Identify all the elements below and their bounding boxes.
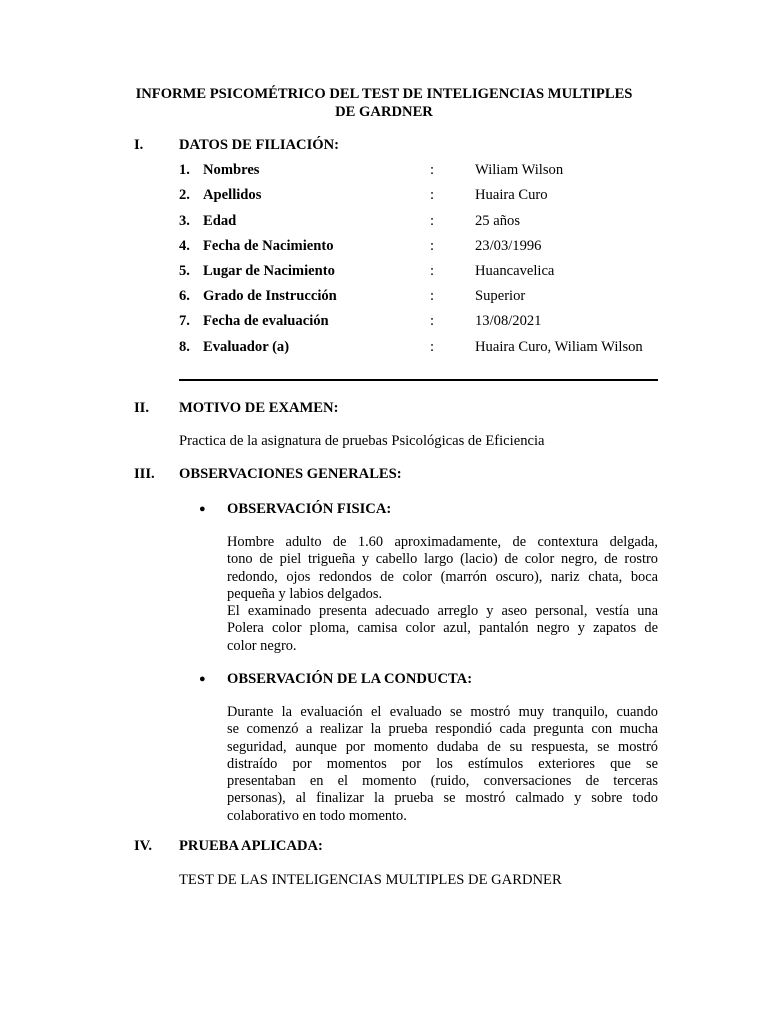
item-number: 1. — [179, 162, 190, 178]
title-line-2: DE GARDNER — [335, 104, 433, 120]
item-number: 4. — [179, 238, 190, 254]
item-number: 3. — [179, 213, 190, 229]
item-value: Wiliam Wilson — [475, 162, 564, 178]
item-number: 7. — [179, 313, 190, 329]
conduct-observation-paragraph — [227, 704, 658, 825]
item-label: Edad — [203, 213, 237, 229]
horizontal-rule — [179, 379, 658, 381]
item-label: Evaluador (a) — [203, 339, 290, 355]
item-separator: : — [430, 162, 435, 178]
title-line-1: INFORME PSICOMÉTRICO DEL TEST DE INTELIGENCIAS MULTIPLES — [135, 86, 633, 102]
section-4-text: TEST DE LAS INTELIGENCIAS MULTIPLES DE GARDNER — [179, 872, 562, 888]
item-separator: : — [430, 187, 435, 203]
item-value: Huaira Curo — [475, 187, 548, 203]
paragraph-line: Hombre adulto de 1.60 aproximadamente, de contextura delgada, — [227, 534, 658, 550]
item-label: Grado de Instrucción — [203, 288, 337, 304]
item-value: 25 años — [475, 213, 520, 229]
section-2-number: II. — [134, 400, 150, 416]
subsection-physical-heading: OBSERVACIÓN FISICA: — [227, 501, 392, 517]
item-separator: : — [430, 313, 435, 329]
item-number: 6. — [179, 288, 190, 304]
document-title — [100, 85, 668, 121]
item-number: 2. — [179, 187, 190, 203]
section-2-heading: MOTIVO DE EXAMEN: — [179, 400, 339, 416]
item-value: Huaira Curo, Wiliam Wilson — [475, 339, 643, 355]
paragraph-line: redondo, ojos redondos de color (marrón oscuro), nariz chata, boca — [227, 568, 658, 585]
paragraph-line: tono de piel trigueña y cabello largo (lacio) de color negro, de rostro — [227, 551, 658, 568]
paragraph-line: colaborativo en todo momento. — [227, 807, 407, 824]
item-label: Fecha de evaluación — [203, 313, 329, 329]
item-value: 13/08/2021 — [475, 313, 542, 329]
paragraph-line: presentaban en el momento (ruido, conversaciones de terceras — [227, 773, 658, 790]
item-label: Apellidos — [203, 187, 262, 203]
item-label: Lugar de Nacimiento — [203, 263, 335, 279]
section-1-number: I. — [134, 137, 144, 153]
item-number: 5. — [179, 263, 190, 279]
bullet-icon: ● — [199, 503, 206, 515]
item-value: 23/03/1996 — [475, 238, 542, 254]
physical-observation-paragraph — [227, 534, 658, 655]
item-separator: : — [430, 263, 435, 279]
item-value: Huancavelica — [475, 263, 555, 279]
paragraph-line: personas), al finalizar la prueba se mostró calmado y sobre todo — [227, 790, 658, 807]
item-separator: : — [430, 288, 435, 304]
section-4-heading: PRUEBA APLICADA: — [179, 838, 323, 854]
section-2-text: Practica de la asignatura de pruebas Psicológicas de Eficiencia — [179, 433, 545, 449]
section-4-number: IV. — [134, 838, 152, 854]
paragraph-line: distraído por momentos por los estímulos exteriores que se — [227, 755, 658, 772]
paragraph-line: pequeña y labios delgados. — [227, 585, 383, 602]
paragraph-line: Durante la evaluación el evaluado se mostró muy tranquilo, cuando — [227, 704, 658, 720]
item-separator: : — [430, 213, 435, 229]
item-label: Nombres — [203, 162, 260, 178]
paragraph-line: se comenzó a realizar la prueba respondió cada pregunta con mucha — [227, 721, 658, 738]
paragraph-line: color negro. — [227, 637, 297, 654]
item-separator: : — [430, 238, 435, 254]
paragraph-line: seguridad, aunque por momento dudaba de su respuesta, se mostró — [227, 738, 658, 755]
item-number: 8. — [179, 339, 190, 355]
section-1-heading: DATOS DE FILIACIÓN: — [179, 137, 340, 153]
paragraph-line: El examinado presenta adecuado arreglo y aseo personal, vestía una — [227, 603, 658, 620]
section-3-heading: OBSERVACIONES GENERALES: — [179, 466, 402, 482]
paragraph-line: Polera color ploma, camisa color azul, pantalón negro y zapatos de — [227, 620, 658, 637]
subsection-conduct-heading: OBSERVACIÓN DE LA CONDUCTA: — [227, 671, 473, 687]
item-label: Fecha de Nacimiento — [203, 238, 334, 254]
section-3-number: III. — [134, 466, 155, 482]
item-separator: : — [430, 339, 435, 355]
item-value: Superior — [475, 288, 526, 304]
bullet-icon: ● — [199, 673, 206, 685]
